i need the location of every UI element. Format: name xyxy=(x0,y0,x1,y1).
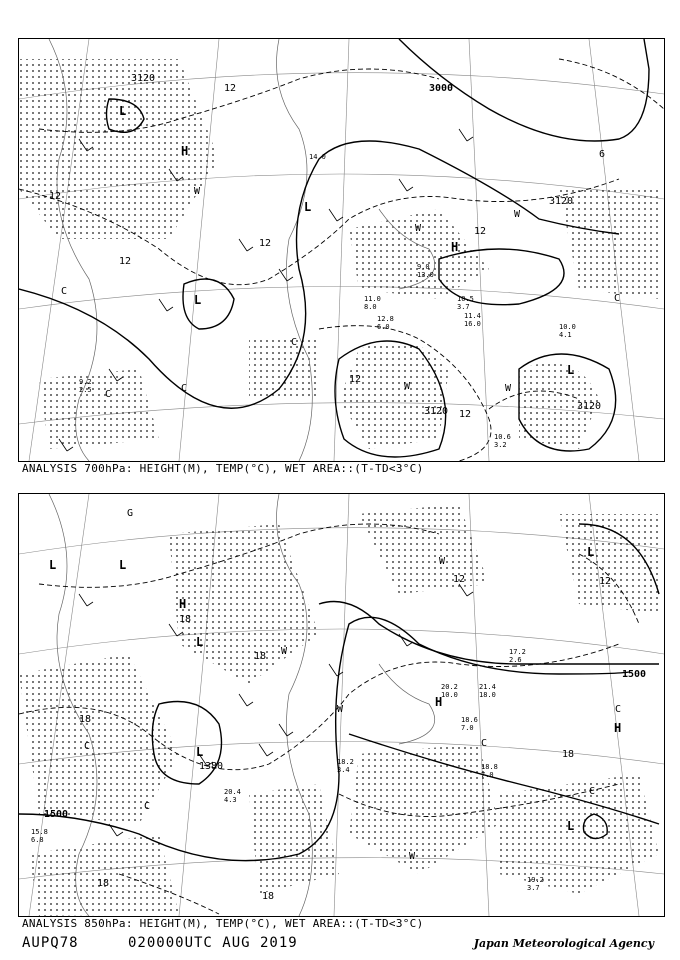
station-value: 12.8 xyxy=(377,315,394,323)
high-center: H xyxy=(451,240,459,254)
station-value: 6.8 xyxy=(31,836,44,844)
pressure-centers xyxy=(119,104,574,377)
station-value: 3.4 xyxy=(337,766,350,774)
station-value: 3.2 xyxy=(494,441,507,449)
chart-code: AUPQ78 xyxy=(22,935,79,951)
station-value: 15.8 xyxy=(31,828,48,836)
temp-label: 12 xyxy=(349,374,362,385)
warm-mark: W xyxy=(337,704,344,715)
low-center: L xyxy=(567,819,575,833)
temp-label: 18 xyxy=(262,891,275,902)
caption-850hpa: ANALYSIS 850hPa: HEIGHT(M), TEMP(°C), WET AREA::(T-TD<3°C) xyxy=(22,917,424,930)
station-value: 10.5 xyxy=(457,295,474,303)
temp-label: 12 xyxy=(259,238,272,249)
temp-label: 18 xyxy=(254,651,267,662)
cold-mark: C xyxy=(589,786,596,797)
height-label: 3000 xyxy=(429,83,454,94)
station-value: 19.2 xyxy=(527,876,544,884)
warm-mark: W xyxy=(281,646,288,657)
temp-label: 12 xyxy=(224,83,237,94)
warm-mark: W xyxy=(404,381,411,392)
temp-label: 18 xyxy=(79,714,92,725)
station-value: 18.0 xyxy=(479,691,496,699)
cold-mark: C xyxy=(181,383,188,394)
map-850hpa-canvas xyxy=(19,494,664,916)
station-value: 18.2 xyxy=(337,758,354,766)
low-center: L xyxy=(567,363,575,377)
temp-label: 12 xyxy=(119,256,132,267)
station-value: 3.7 xyxy=(527,884,540,892)
low-center: L xyxy=(196,635,204,649)
height-label: 1380 xyxy=(199,761,224,772)
warm-mark: W xyxy=(505,383,512,394)
station-value: 3.7 xyxy=(457,303,470,311)
low-center: L xyxy=(587,545,595,559)
wet-area-stipple xyxy=(19,59,659,449)
valid-time: 020000UTC AUG 2019 xyxy=(128,935,298,951)
map-panel-850hpa xyxy=(18,493,665,917)
height-label: 1500 xyxy=(622,669,647,680)
station-value: 18.6 xyxy=(461,716,478,724)
station-value: 10.6 xyxy=(494,433,511,441)
cold-mark: C xyxy=(105,389,112,400)
map-panel-700hpa xyxy=(18,38,665,462)
low-center: L xyxy=(304,200,312,214)
height-label: 3120 xyxy=(549,196,574,207)
low-center: L xyxy=(119,558,127,572)
station-value: 20.4 xyxy=(224,788,241,796)
station-value: 10.0 xyxy=(441,691,458,699)
station-value: 4.3 xyxy=(224,796,237,804)
temp-label: 12 xyxy=(599,576,612,587)
cold-mark: C xyxy=(291,337,298,348)
station-value: 7.0 xyxy=(481,771,494,779)
temp-label: 18 xyxy=(97,878,110,889)
cold-mark: C xyxy=(615,704,622,715)
temp-label: 12 xyxy=(459,409,472,420)
station-value: 6.0 xyxy=(377,323,390,331)
height-label: 3120 xyxy=(131,73,156,84)
low-center: L xyxy=(49,558,57,572)
high-center: H xyxy=(435,695,443,709)
high-center: H xyxy=(614,721,622,735)
cold-mark: C xyxy=(61,286,68,297)
station-value: 16.0 xyxy=(464,320,481,328)
station-value: 17.2 xyxy=(509,648,526,656)
cold-mark: C xyxy=(84,741,91,752)
station-value: 10.0 xyxy=(559,323,576,331)
high-center: H xyxy=(181,144,189,158)
station-value: 8.0 xyxy=(364,303,377,311)
station-value: 2.5 xyxy=(79,386,92,394)
agency-name: Japan Meteorological Agency xyxy=(473,937,654,950)
station-value: 21.4 xyxy=(479,683,496,691)
station-value: 9.0 xyxy=(417,263,430,271)
temp-label: 12 xyxy=(453,574,466,585)
warm-mark: W xyxy=(415,223,422,234)
warm-mark: W xyxy=(409,851,416,862)
station-value: 11.0 xyxy=(364,295,381,303)
station-value: 20.2 xyxy=(441,683,458,691)
cold-mark: C xyxy=(144,801,151,812)
low-center: L xyxy=(119,104,127,118)
station-value: 13.0 xyxy=(417,271,434,279)
height-label: 3120 xyxy=(577,401,602,412)
warm-mark: W xyxy=(194,186,201,197)
warm-mark: W xyxy=(439,556,446,567)
temp-label: 12 xyxy=(49,191,62,202)
temp-label: 12 xyxy=(474,226,487,237)
caption-700hpa: ANALYSIS 700hPa: HEIGHT(M), TEMP(°C), WET AREA::(T-TD<3°C) xyxy=(22,462,424,475)
cold-mark: C xyxy=(614,293,621,304)
map-700hpa-canvas xyxy=(19,39,664,461)
station-value: 7.0 xyxy=(461,724,474,732)
warm-mark: W xyxy=(514,209,521,220)
temp-label: 18 xyxy=(179,614,192,625)
height-label: 3120 xyxy=(424,406,449,417)
warm-mark: G xyxy=(127,508,134,519)
station-value: 2.6 xyxy=(509,656,522,664)
station-value: 14.0 xyxy=(309,153,326,161)
high-center: H xyxy=(179,597,187,611)
cold-mark: C xyxy=(481,738,488,749)
height-label: 1500 xyxy=(44,809,69,820)
temp-label: 18 xyxy=(562,749,575,760)
low-center: L xyxy=(196,745,204,759)
station-value: 4.1 xyxy=(559,331,572,339)
temp-label: 6 xyxy=(599,149,606,160)
station-value: 18.8 xyxy=(481,763,498,771)
station-value: 11.4 xyxy=(464,312,481,320)
low-center: L xyxy=(194,293,202,307)
station-value: 9.2 xyxy=(79,378,92,386)
